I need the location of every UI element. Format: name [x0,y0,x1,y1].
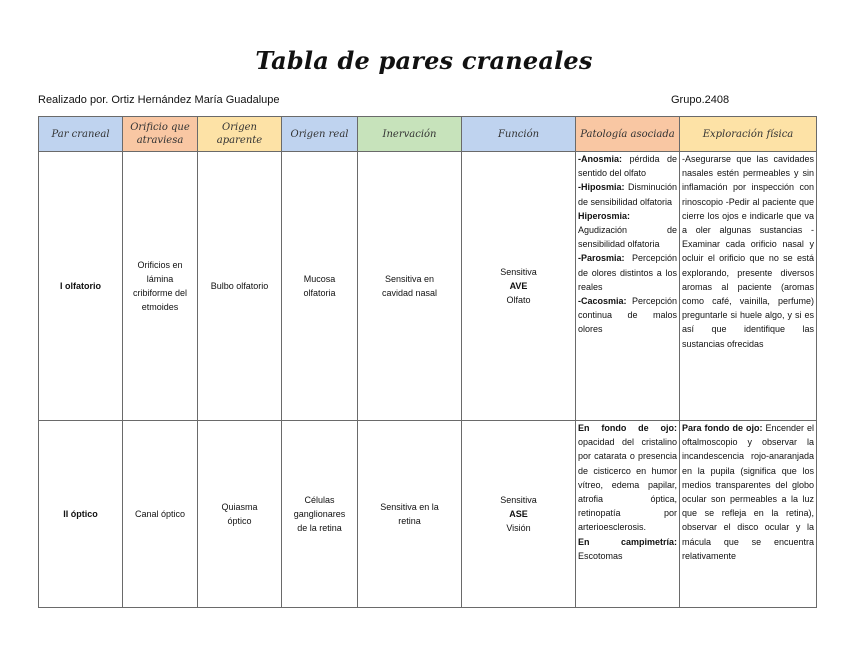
funcion-tipo: Sensitiva [500,267,537,277]
cell-par: II óptico [39,421,123,608]
cell-exploracion: -Asegurarse que las cavidades nasales estén permeables y sin inflamación por inspección con rinoscopio -Pedir al paciente que cierre los ojos e indicarle que va a oler algunas sustancias -Examinar cada orificio nasal y ocluir el orificio que no se está explorando, presente diversos aromas al paciente (aromas como café, vainilla, perfume) preguntarle si huele algo, y si es así que identifique las sustancias ofrecidas [680,152,817,421]
patologia-term: -Hiposmia: [578,182,625,193]
funcion-sentido: Visión [506,523,531,533]
cell-patologia [576,421,680,608]
table-row [39,152,817,421]
header-orificio: Orificio que atraviesa [123,117,198,152]
cell-origen-real: Células ganglionares de la retina [282,421,358,608]
cell-origen-aparente: Bulbo olfatorio [198,152,282,421]
cell-funcion [462,421,576,608]
cell-funcion [462,152,576,421]
patologia-desc: Percepción continua de malos olores [578,296,677,335]
cell-origen-real: Mucosa olfatoria [282,152,358,421]
table-row [39,421,817,608]
cell-inervacion: Sensitiva en la retina [358,421,462,608]
funcion-tipo: Sensitiva [500,495,537,505]
cranial-nerves-table [38,116,817,608]
funcion-clase: ASE [509,509,528,519]
patologia-term: Hiperosmia: [578,210,631,221]
table-header-row [39,117,817,152]
patologia-term: -Parosmia: [578,253,625,264]
patologia-desc: Escotomas [578,550,623,561]
document-title: Tabla de pares craneales [255,46,593,75]
cell-par: I olfatorio [39,152,123,421]
cell-patologia [576,152,680,421]
group-label: Grupo.2408 [671,94,730,106]
patologia-term: -Cacosmia: [578,296,627,307]
funcion-clase: AVE [509,281,528,291]
header-origen-aparente: Origen aparente [198,117,282,152]
header-par-craneal: Par craneal [39,117,123,152]
exploracion-term: Para fondo de ojo: [682,423,763,433]
patologia-desc: Disminución de sensibilidad olfatoria [578,182,677,207]
header-patologia: Patología asociada [576,117,680,152]
header-origen-real: Origen real [282,117,358,152]
patologia-term: -Anosmia: [578,154,623,164]
header-exploracion: Exploración física [680,117,817,152]
patologia-term: En fondo de ojo: [578,423,677,433]
cell-orificio: Orificios en lámina cribiforme del etmoides [123,152,198,421]
patologia-desc: Percepción de olores distintos a los reales [578,253,677,292]
cell-exploracion [680,421,817,608]
patologia-desc: Agudización de sensibilidad olfatoria [578,225,677,250]
cell-inervacion: Sensitiva en cavidad nasal [358,152,462,421]
exploracion-desc: Encender el oftalmoscopio y observar la incandescencia rojo-anaranjada en la pupila (significa que los medios transparentes del globo ocular son permeables a la luz que se refleja en la retina), observar el disco ocular y la mácula que se encuentra relativamente [682,423,814,561]
author-line: Realizado por. Ortiz Hernández María Guadalupe [38,94,280,106]
cell-origen-aparente: Quiasma óptico [198,421,282,608]
patologia-desc: opacidad del cristalino por catarata o presencia de cisticerco en humor vítreo, edema papilar, atrofia óptica, retinopatía por arterioesclerosis. [578,437,677,533]
patologia-term: En campimetría: [578,536,677,547]
patologia-desc: pérdida de sentido del olfato [578,154,677,179]
cell-orificio: Canal óptico [123,421,198,608]
header-inervacion: Inervación [358,117,462,152]
funcion-sentido: Olfato [506,295,531,305]
header-funcion: Función [462,117,576,152]
